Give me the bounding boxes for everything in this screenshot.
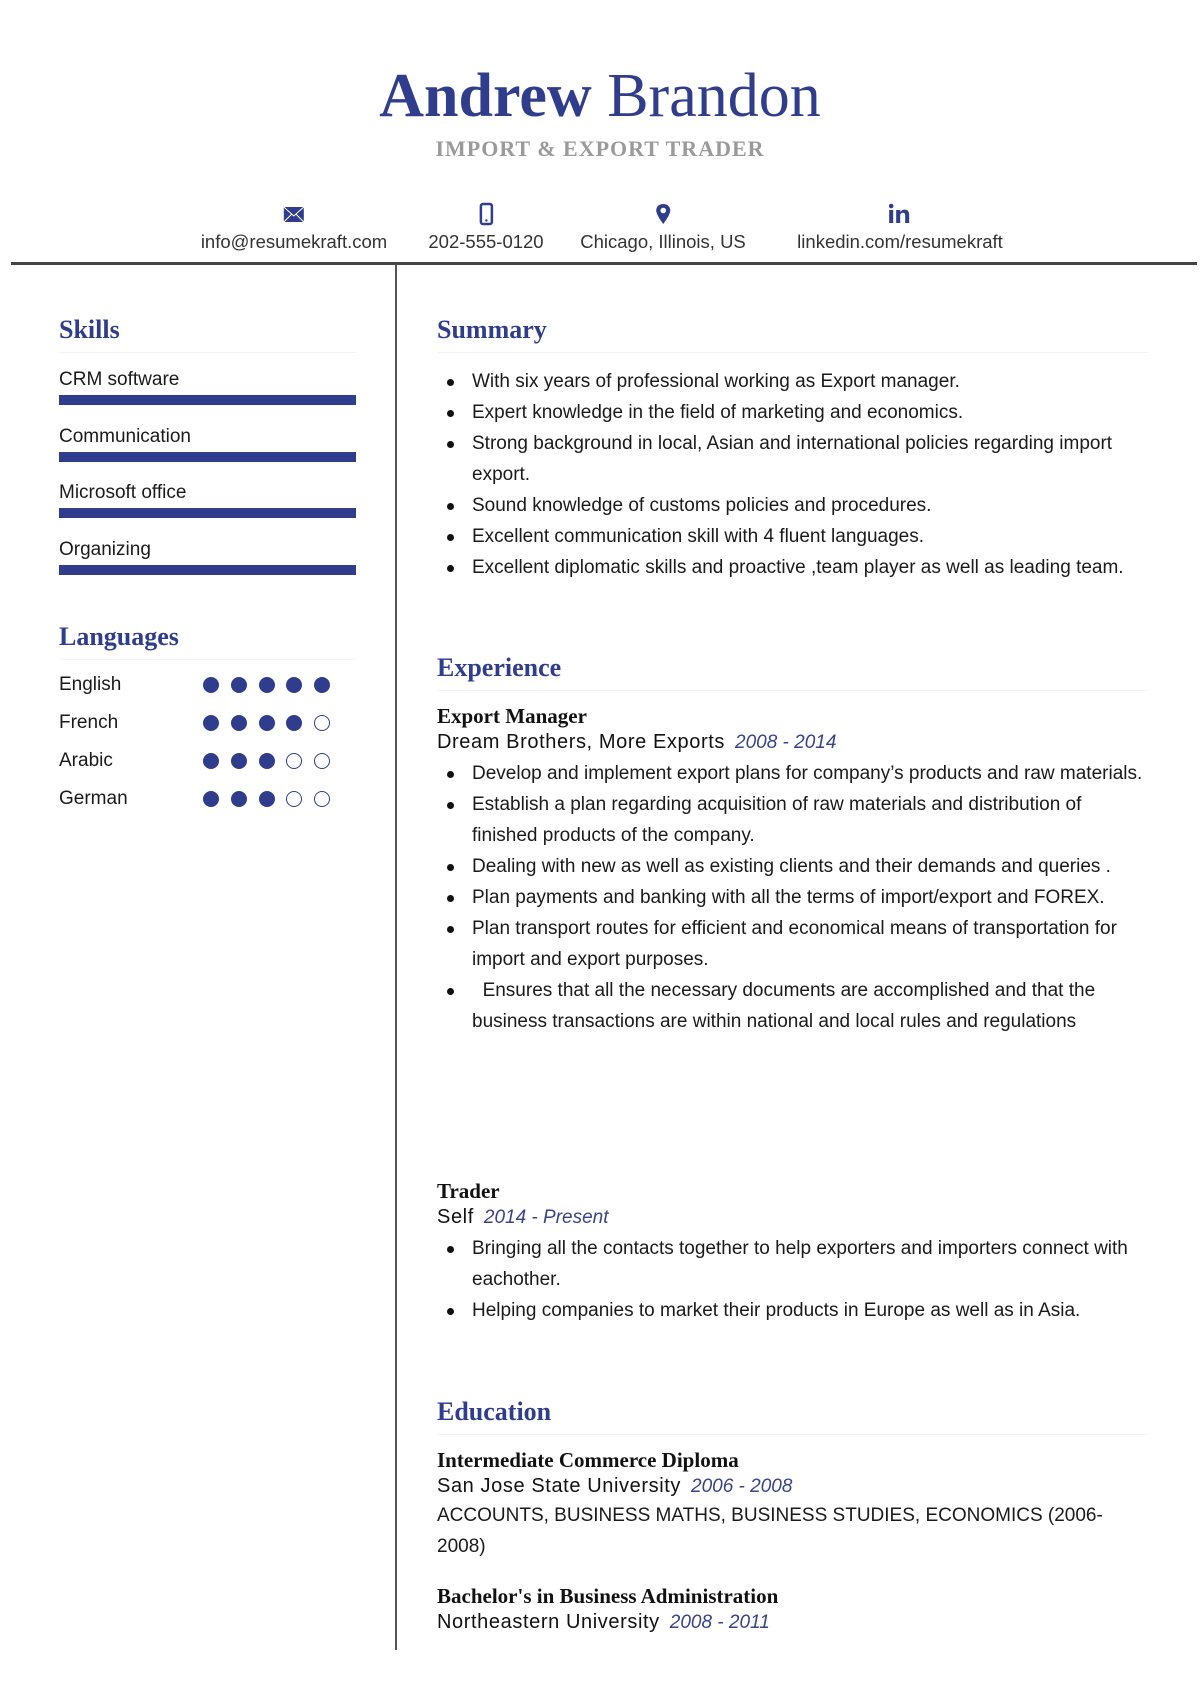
skills-section [59,314,356,353]
skill-level-bar [59,452,356,462]
heading-rule [437,690,1148,691]
rating-dot-filled [259,791,275,807]
rating-dot-filled [259,753,275,769]
school: San Jose State University [437,1475,681,1497]
degree: Bachelor's in Business Administration [437,1584,779,1608]
rating-dot-filled [231,715,247,731]
envelope-icon [283,200,305,228]
rating-dot-filled [286,715,302,731]
summary-bullets [437,366,1148,583]
rating-dot-empty [314,753,330,769]
rating-dot-filled [259,677,275,693]
job-entry [437,1178,1152,1326]
column-divider [395,264,397,1650]
rating-dot-filled [231,753,247,769]
bullet-item: Sound knowledge of customs policies and procedures. [437,490,1152,521]
candidate-name [0,60,1200,132]
education-entry [437,1447,1137,1562]
language-label: Arabic [59,750,113,771]
job-bullets [437,758,1152,1037]
heading-rule [437,352,1148,353]
job-title: Export Manager [437,704,587,728]
company: Dream Brothers, More Exports [437,731,725,753]
skills-heading: Skills [59,315,120,344]
job-entry [437,703,1152,1037]
experience-heading: Experience [437,653,562,682]
experience-section [437,652,1148,691]
rating-dot-filled [203,791,219,807]
edu-dates: 2006 - 2008 [691,1476,793,1497]
languages-section [59,621,356,660]
language-label: German [59,788,128,809]
bullet-item: Dealing with new as well as existing clients and their demands and queries . [437,851,1152,882]
header-divider [11,262,1197,265]
rating-dot-filled [259,715,275,731]
rating-dot-filled [203,715,219,731]
heading-rule [437,1434,1148,1435]
education-section [437,1396,1148,1435]
linkedin-icon [887,200,913,228]
bullet-item: Plan payments and banking with all the terms of import/export and FOREX. [437,882,1152,913]
heading-rule [59,352,356,353]
bullet-item: Ensures that all the necessary documents are accomplished and that the business transactions are within national and local rules and regulations [437,975,1152,1037]
bullet-item: Establish a plan regarding acquisition of raw materials and distribution of finished products of the company. [437,789,1152,851]
skill-level-bar [59,395,356,405]
contact-phone [428,200,543,256]
language-label: French [59,712,119,733]
phone-text: 202-555-0120 [428,231,544,252]
degree: Intermediate Commerce Diploma [437,1448,739,1472]
summary-section [437,314,1148,583]
rating-dot-empty [286,753,302,769]
rating-dot-filled [231,677,247,693]
rating-dot-filled [203,677,219,693]
school: Northeastern University [437,1611,660,1633]
skill-label: Organizing [59,539,151,561]
bullet-item: Excellent diplomatic skills and proactive ,team player as well as leading team. [437,552,1152,583]
heading-rule [59,659,356,660]
bullet-item: Develop and implement export plans for company’s products and raw materials. [437,758,1152,789]
bullet-item: Strong background in local, Asian and international policies regarding import export. [437,428,1152,490]
email-text: info@resumekraft.com [200,231,388,252]
company: Self [437,1206,474,1228]
skill-label: CRM software [59,369,180,390]
bullet-item: Plan transport routes for efficient and economical means of transportation for import and export purposes. [437,913,1152,975]
job-dates: 2014 - Present [483,1207,609,1228]
contact-linkedin[interactable] [797,200,1003,256]
first-name: Andrew [379,62,592,130]
education-entry [437,1583,778,1636]
phone-icon [478,200,494,228]
rating-dot-empty [314,715,330,731]
job-bullets [437,1233,1152,1326]
last-name: Brandon [607,62,821,130]
languages-heading: Languages [59,622,179,651]
rating-dot-filled [231,791,247,807]
rating-dot-filled [314,677,330,693]
bullet-item: Helping companies to market their products in Europe as well as in Asia. [437,1295,1152,1326]
contact-location [580,200,746,256]
language-label: English [59,674,122,695]
rating-dot-empty [314,791,330,807]
job-title: Trader [437,1179,500,1203]
bullet-item: With six years of professional working as Export manager. [437,366,1152,397]
rating-dot-filled [203,753,219,769]
skill-label: Microsoft office [59,482,187,504]
rating-dot-filled [286,677,302,693]
job-title: IMPORT & EXPORT TRADER [435,136,765,161]
skill-level-bar [59,508,356,518]
contact-email[interactable] [201,200,387,256]
location-text: Chicago, Illinois, US [580,231,746,252]
bullet-item: Excellent communication skill with 4 fluent languages. [437,521,1152,552]
skill-level-bar [59,565,356,575]
bullet-item: Expert knowledge in the field of marketing and economics. [437,397,1152,428]
edu-details: ACCOUNTS, BUSINESS MATHS, BUSINESS STUDIES, ECONOMICS (2006-2008) [437,1505,1103,1557]
linkedin-text: linkedin.com/resumekraft [797,231,1003,252]
bullet-item: Bringing all the contacts together to help exporters and importers connect with eachother. [437,1233,1152,1295]
map-pin-icon [654,200,672,228]
education-heading: Education [437,1397,552,1426]
skill-label: Communication [59,425,191,447]
summary-heading: Summary [437,315,547,344]
rating-dot-empty [286,791,302,807]
job-dates: 2008 - 2014 [735,732,837,753]
edu-dates: 2008 - 2011 [669,1612,770,1633]
